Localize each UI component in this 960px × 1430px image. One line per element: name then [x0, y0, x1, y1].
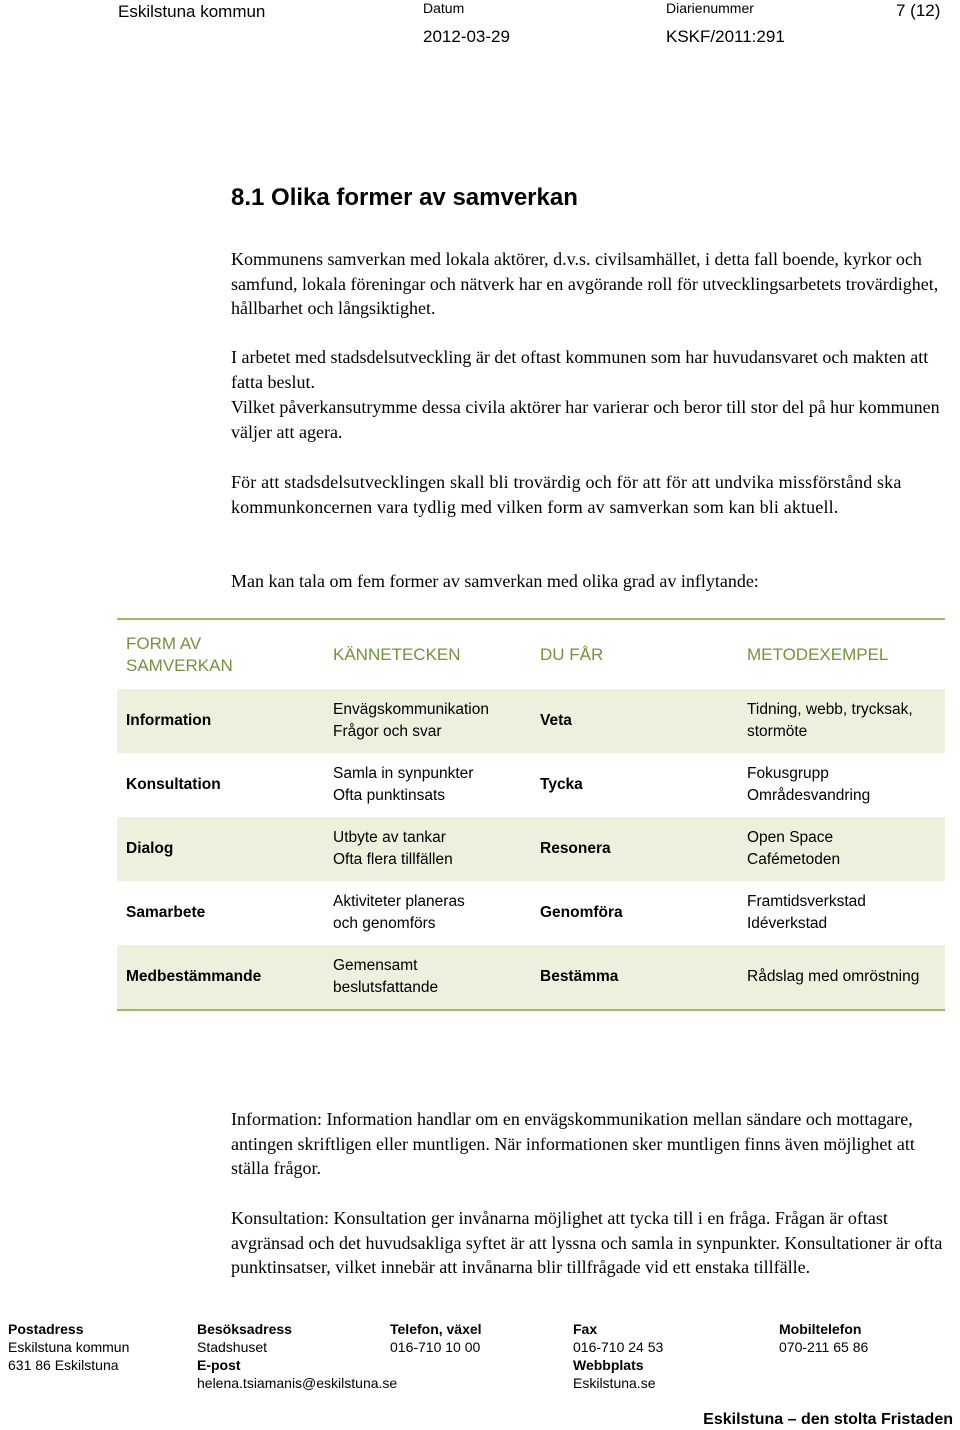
du-far-cell: Bestämma [540, 968, 619, 985]
table-row [117, 817, 945, 881]
postadress-label: Postadress [8, 1321, 84, 1337]
besok-label: Besöksadress [197, 1321, 292, 1337]
paragraph-credibility: För att stadsdelsutvecklingen skall bli trovärdig och för att för att undvika missförstånd ska kommunkoncernen vara tydlig med vilken form av samverkan som kan bli aktuell. [231, 472, 902, 517]
footer-postadress [8, 1320, 129, 1374]
date-value: 2012-03-29 [423, 27, 510, 46]
table-row [117, 689, 945, 753]
du-far-cell: Tycka [540, 776, 583, 793]
diary-label: Diarienummer [666, 0, 754, 16]
paragraph-konsultation: Konsultation: Konsultation ger invånarna möjlighet att tycka till i en fråga. Frågan är oftast avgränsad och det huvudsakliga syftet är att lyssna och samla in synpunkter. Konsultationer är ofta punktinsatser, vilket innebär att invånarna blir tillfrågade vid ett enstaka tillfälle. [231, 1208, 943, 1278]
header-form [126, 620, 326, 689]
epost-label: E-post [197, 1357, 241, 1373]
collaboration-forms-table [117, 618, 945, 1011]
kannetecken-cell: Samla in synpunkter Ofta punktinsats [333, 765, 474, 804]
form-cell: Information [126, 712, 212, 729]
footer-slogan: Eskilstuna – den stolta Fristaden [703, 1411, 953, 1428]
footer-mobil [779, 1320, 868, 1356]
kannetecken-cell: Aktiviteter planeras och genomförs [333, 893, 465, 932]
du-far-cell: Genomföra [540, 904, 623, 921]
mobil-value: 070-211 65 86 [779, 1339, 869, 1355]
form-cell: Konsultation [126, 776, 221, 793]
metod-cell: Rådslag med omröstning [747, 968, 920, 985]
table-header-row [117, 618, 945, 689]
telefon-value: 016-710 10 00 [390, 1339, 481, 1355]
epost-value: helena.tsiamanis@eskilstuna.se [197, 1375, 398, 1391]
metod-cell: Framtidsverkstad Idéverkstad [747, 893, 866, 932]
footer-telefon [390, 1320, 482, 1356]
header-du-far: DU FÅR [540, 644, 604, 664]
mobil-label: Mobiltelefon [779, 1321, 862, 1337]
organization-name: Eskilstuna kommun [118, 2, 266, 21]
footer-fax [573, 1320, 663, 1392]
table-row [117, 881, 945, 945]
paragraph-collaboration: Kommunens samverkan med lokala aktörer, d.v.s. civilsamhället, i detta fall boende, kyrkor och samfund, lokala föreningar och nätverk har en avgörande roll för utvecklingsarbetets trovärdighet, hållbarhet och långsiktighet. [231, 249, 939, 319]
paragraph-responsibility: I arbetet med stadsdelsutveckling är det oftast kommunen som har huvudansvaret och makten att fatta beslut. [231, 347, 929, 392]
metod-cell: Tidning, webb, trycksak, stormöte [747, 701, 913, 740]
table-row [117, 945, 945, 1011]
besok-value: Stadshuset [197, 1339, 268, 1355]
section-title: 8.1 Olika former av samverkan [231, 184, 578, 211]
telefon-label: Telefon, växel [390, 1321, 482, 1337]
footer-besok [197, 1320, 397, 1392]
date-label: Datum [423, 0, 465, 16]
page-number: 7 (12) [896, 1, 941, 20]
kannetecken-cell: Gemensamt beslutsfattande [333, 957, 439, 996]
paragraph-five-forms: Man kan tala om fem former av samverkan med olika grad av inflytande: [231, 571, 759, 591]
header-form-line1: FORM AV [126, 633, 202, 653]
kannetecken-cell: Utbyte av tankar Ofta flera tillfällen [333, 829, 453, 868]
du-far-cell: Veta [540, 712, 572, 729]
diary-value: KSKF/2011:291 [666, 27, 785, 46]
header-kannetecken: KÄNNETECKEN [333, 644, 461, 664]
webb-value: Eskilstuna.se [573, 1375, 656, 1391]
form-cell: Dialog [126, 840, 174, 857]
postadress-line2: 631 86 Eskilstuna [8, 1357, 119, 1373]
fax-label: Fax [573, 1321, 598, 1337]
form-cell: Samarbete [126, 904, 206, 921]
paragraph-influence: Vilket påverkansutrymme dessa civila aktörer har varierar och beror till stor del på hur kommunen väljer att agera. [231, 397, 940, 442]
fax-value: 016-710 24 53 [573, 1339, 664, 1355]
header-metodexempel: METODEXEMPEL [747, 644, 889, 664]
webb-label: Webbplats [573, 1357, 644, 1373]
metod-cell: Open Space Cafémetoden [747, 829, 841, 868]
header-form-line2: SAMVERKAN [126, 655, 233, 675]
paragraph-information: Information: Information handlar om en envägskommunikation mellan sändare och mottagare, antingen skriftligen eller muntligen. När informationen sker muntligen finns även möjlighet att ställa frågor. [231, 1109, 915, 1179]
postadress-line1: Eskilstuna kommun [8, 1339, 130, 1355]
form-cell: Medbestämmande [126, 968, 262, 985]
table-row [117, 753, 945, 817]
kannetecken-cell: Envägskommunikation Frågor och svar [333, 701, 489, 740]
metod-cell: Fokusgrupp Områdesvandring [747, 765, 871, 804]
du-far-cell: Resonera [540, 840, 611, 857]
